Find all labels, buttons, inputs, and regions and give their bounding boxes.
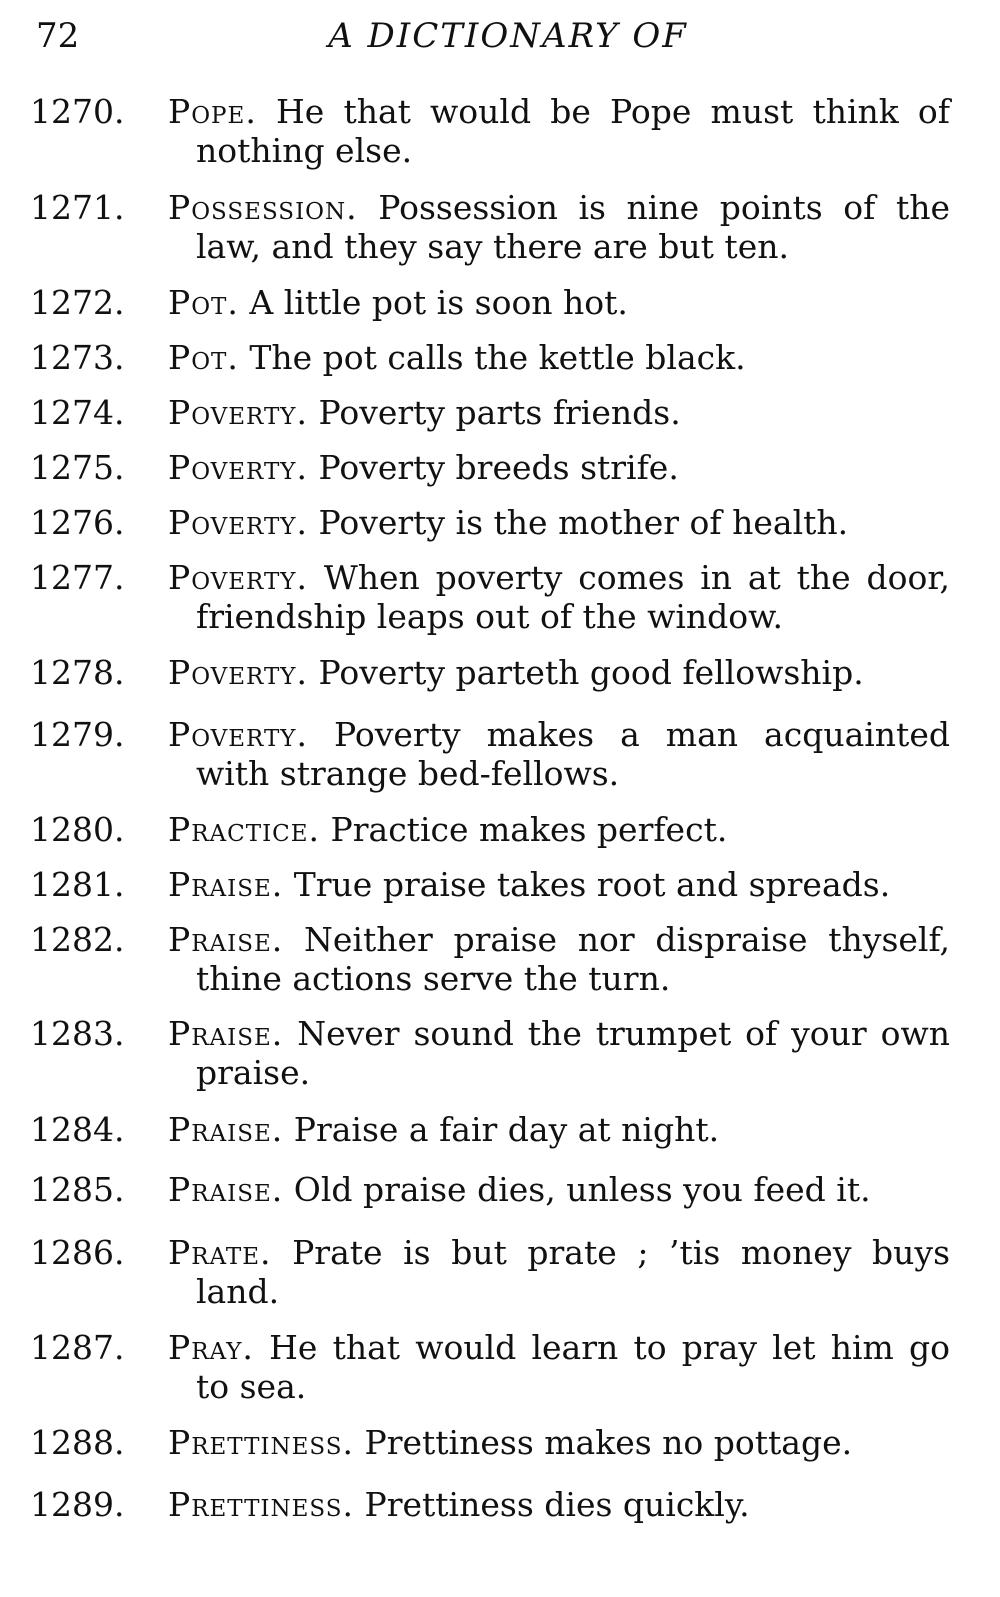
entry-number: 1276. xyxy=(30,503,125,542)
proverb-entry xyxy=(30,283,950,322)
entry-text: Practice makes perfect. xyxy=(330,810,728,849)
proverb-entry xyxy=(30,188,950,266)
entry-text: Poverty breeds strife. xyxy=(318,448,679,487)
entry-keyword: Poverty. xyxy=(168,448,308,487)
entry-keyword: Pot. xyxy=(168,283,239,322)
entry-number: 1287. xyxy=(30,1328,125,1367)
entry-number: 1275. xyxy=(30,448,125,487)
proverb-entry xyxy=(30,1110,950,1149)
proverb-entry xyxy=(30,558,950,636)
entry-keyword: Praise. xyxy=(168,865,284,904)
proverb-entry xyxy=(30,1014,950,1092)
entry-number: 1270. xyxy=(30,92,125,131)
entry-number: 1274. xyxy=(30,393,125,432)
proverb-entry xyxy=(30,810,950,849)
entry-number: 1280. xyxy=(30,810,125,849)
entry-keyword: Praise. xyxy=(168,1014,284,1053)
entry-keyword: Prate. xyxy=(168,1233,272,1272)
entry-keyword: Poverty. xyxy=(168,393,308,432)
entry-keyword: Pope. xyxy=(168,92,257,131)
entry-keyword: Pray. xyxy=(168,1328,254,1367)
entry-number: 1277. xyxy=(30,558,125,597)
entry-text: Prettiness dies quickly. xyxy=(364,1485,750,1524)
proverb-entry xyxy=(30,920,950,998)
entry-text: Poverty parts friends. xyxy=(318,393,681,432)
entry-text: He that would be Pope must think of nothing else. xyxy=(196,92,950,170)
entry-number: 1283. xyxy=(30,1014,125,1053)
proverb-entry xyxy=(30,92,950,170)
proverb-entry xyxy=(30,393,950,432)
entry-text: A little pot is soon hot. xyxy=(249,283,628,322)
entry-number: 1273. xyxy=(30,338,125,377)
entry-number: 1278. xyxy=(30,653,125,692)
entry-text: Neither praise nor dispraise thyself, thine actions serve the turn. xyxy=(196,920,950,998)
entry-keyword: Poverty. xyxy=(168,503,308,542)
proverb-entry xyxy=(30,1485,950,1524)
entry-text: Possession is nine points of the law, and they say there are but ten. xyxy=(196,188,950,266)
entry-text: Poverty makes a man acquainted with strange bed-fellows. xyxy=(196,715,950,793)
entry-number: 1289. xyxy=(30,1485,125,1524)
entry-text: When poverty comes in at the door, friendship leaps out of the window. xyxy=(196,558,950,636)
entry-text: The pot calls the kettle black. xyxy=(249,338,746,377)
entry-number: 1284. xyxy=(30,1110,125,1149)
entry-keyword: Possession. xyxy=(168,188,358,227)
entry-text: He that would learn to pray let him go to sea. xyxy=(196,1328,950,1406)
entry-keyword: Poverty. xyxy=(168,715,308,754)
entry-number: 1281. xyxy=(30,865,125,904)
proverb-entry xyxy=(30,653,950,692)
entry-number: 1279. xyxy=(30,715,125,754)
running-title: A DICTIONARY OF xyxy=(328,16,688,56)
proverb-entry xyxy=(30,338,950,377)
proverb-entry xyxy=(30,448,950,487)
entry-keyword: Praise. xyxy=(168,1170,284,1209)
entry-keyword: Praise. xyxy=(168,920,284,959)
entry-text: True praise takes root and spreads. xyxy=(293,865,891,904)
entry-number: 1282. xyxy=(30,920,125,959)
entry-keyword: Prettiness. xyxy=(168,1485,355,1524)
entry-text: Prate is but prate ; ’tis money buys land. xyxy=(196,1233,951,1311)
proverb-entry xyxy=(30,1233,950,1311)
entry-keyword: Poverty. xyxy=(168,558,308,597)
entry-text: Praise a fair day at night. xyxy=(293,1110,720,1149)
entry-number: 1272. xyxy=(30,283,125,322)
page-number: 72 xyxy=(36,16,80,56)
entry-keyword: Praise. xyxy=(168,1110,284,1149)
entry-text: Poverty parteth good fellowship. xyxy=(318,653,864,692)
entry-number: 1285. xyxy=(30,1170,125,1209)
entry-keyword: Prettiness. xyxy=(168,1423,355,1462)
proverb-entry xyxy=(30,1170,950,1209)
entry-keyword: Poverty. xyxy=(168,653,308,692)
entry-text: Old praise dies, unless you feed it. xyxy=(293,1170,871,1209)
proverb-entry xyxy=(30,865,950,904)
entry-number: 1271. xyxy=(30,188,125,227)
proverb-entry xyxy=(30,503,950,542)
entry-keyword: Pot. xyxy=(168,338,239,377)
proverb-entry xyxy=(30,715,950,793)
proverb-entry xyxy=(30,1423,950,1462)
entry-number: 1286. xyxy=(30,1233,125,1272)
entry-number: 1288. xyxy=(30,1423,125,1462)
page-header xyxy=(36,14,960,62)
proverb-entry xyxy=(30,1328,950,1406)
entry-text: Poverty is the mother of health. xyxy=(318,503,849,542)
entry-keyword: Practice. xyxy=(168,810,321,849)
entry-text: Prettiness makes no pottage. xyxy=(364,1423,853,1462)
entry-text: Never sound the trumpet of your own praise. xyxy=(196,1014,950,1092)
